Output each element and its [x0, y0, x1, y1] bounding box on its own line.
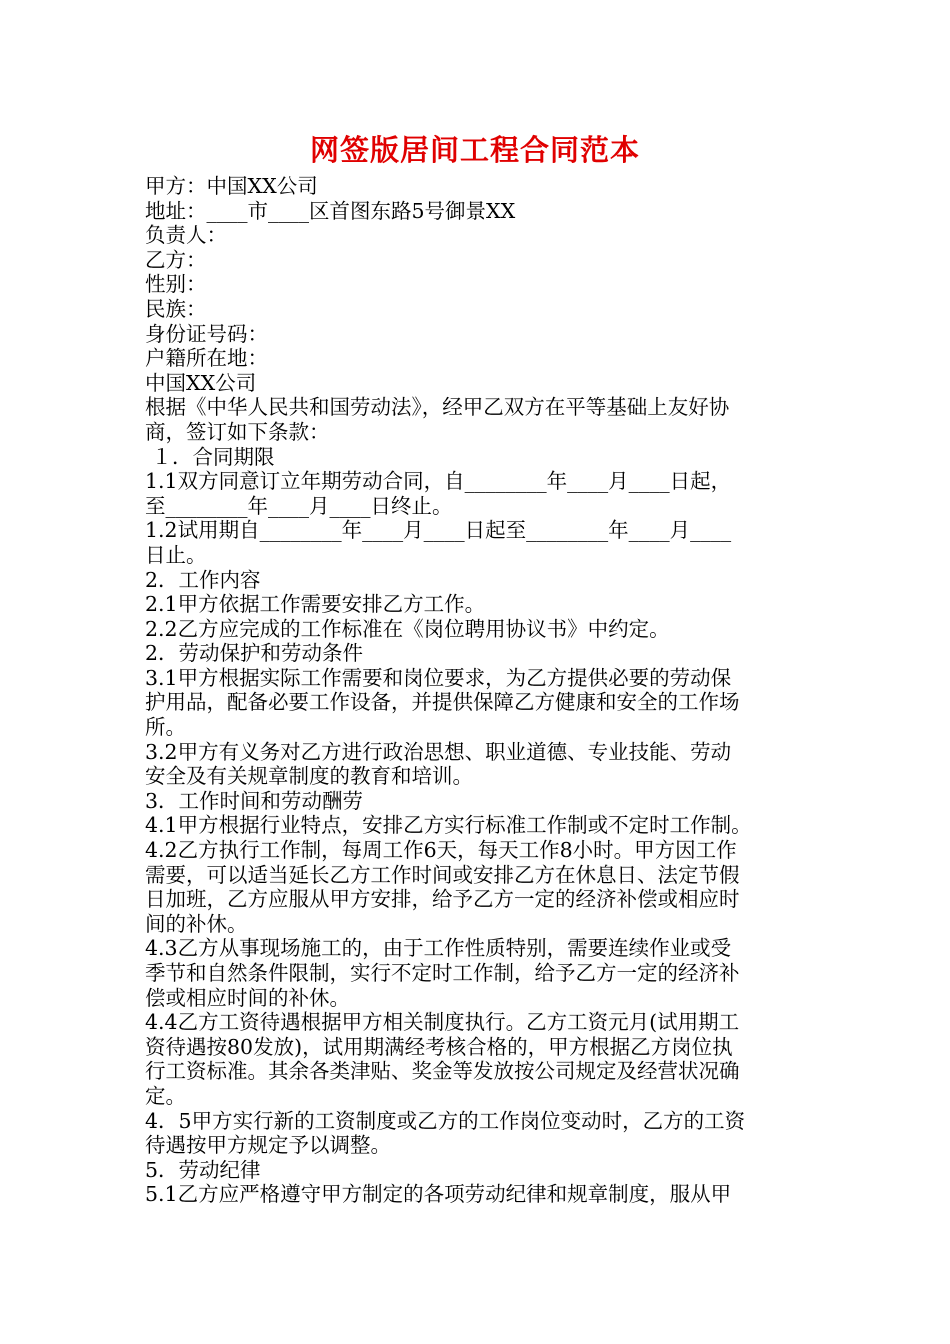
body-line: 4.1甲方根据行业特点，安排乙方实行标准工作制或不定时工作制。	[145, 813, 752, 838]
body-line: 季节和自然条件限制，实行不定时工作制，给予乙方一定的经济补	[145, 961, 740, 985]
body-line: 至________年____月____日终止。	[145, 493, 453, 518]
body-line: 4.2乙方执行工作制，每周工作6天，每天工作8小时。甲方因工作	[145, 838, 737, 863]
body-line: 负责人：	[145, 223, 227, 248]
body-line: 3．工作时间和劳动酬劳	[145, 788, 364, 813]
body-line: 待遇按甲方规定予以调整。	[145, 1133, 391, 1158]
body-line: 间的补休。	[145, 911, 248, 936]
body-line: 5.1乙方应严格遵守甲方制定的各项劳动纪律和规章制度，服从甲	[145, 1182, 732, 1207]
body-line: 行工资标准。其余各类津贴、奖金等发放按公司规定及经营状况确	[145, 1059, 740, 1084]
body-line: 身份证号码：	[145, 321, 268, 346]
body-line: 日止。	[145, 542, 207, 567]
document-body	[145, 174, 815, 1207]
body-line: 3.1甲方根据实际工作需要和岗位要求，为乙方提供必要的劳动保	[145, 665, 732, 690]
body-line: 4.3乙方从事现场施工的，由于工作性质特别，需要连续作业或受	[145, 936, 732, 961]
body-line: 2．劳动保护和劳动条件	[145, 641, 364, 666]
body-line: 4.4乙方工资待遇根据甲方相关制度执行。乙方工资元月(试用期工	[145, 1010, 740, 1035]
body-line: 1.1双方同意订立年期劳动合同，自________年____月____日起，	[145, 469, 732, 494]
body-line: 偿或相应时间的补休。	[145, 985, 350, 1010]
body-line: 安全及有关规章制度的教育和培训。	[145, 764, 473, 789]
body-line: 护用品，配备必要工作设备，并提供保障乙方健康和安全的工作场	[145, 690, 740, 715]
body-line: 乙方：	[145, 247, 207, 272]
body-line: 商，签订如下条款：	[145, 419, 330, 444]
body-line: 甲方：中国XX公司	[145, 174, 318, 198]
body-line: 1.2试用期自________年____月____日起至________年____月____	[145, 518, 732, 543]
body-line: 民族：	[145, 296, 207, 321]
body-line: 2.2乙方应完成的工作标准在《岗位聘用协议书》中约定。	[145, 616, 670, 641]
body-line: 3.2甲方有义务对乙方进行政治思想、职业道德、专业技能、劳动	[145, 739, 732, 764]
body-line: 中国XX公司	[145, 370, 257, 395]
body-line: 性别：	[145, 272, 207, 297]
body-line: 2.1甲方依据工作需要安排乙方工作。	[145, 592, 486, 617]
body-line: 5．劳动纪律	[145, 1157, 261, 1182]
body-line: 4．5甲方实行新的工资制度或乙方的工作岗位变动时，乙方的工资	[145, 1108, 746, 1133]
body-line: 定。	[145, 1083, 186, 1108]
body-line: 需要，可以适当延长乙方工作时间或安排乙方在休息日、法定节假	[145, 862, 740, 887]
body-line: 资待遇按80发放)，试用期满经考核合格的，甲方根据乙方岗位执	[145, 1034, 733, 1059]
document-title: 网签版居间工程合同范本	[309, 133, 640, 167]
body-line: 日加班，乙方应服从甲方安排，给予乙方一定的经济补偿或相应时	[145, 887, 740, 912]
body-line: 所。	[145, 715, 186, 740]
body-line: 户籍所在地：	[145, 346, 268, 371]
body-line: １．合同期限	[145, 444, 275, 469]
body-line: 2．工作内容	[145, 567, 261, 592]
body-line: 地址：____市____区首图东路5号御景XX	[145, 198, 516, 223]
body-line: 根据《中华人民共和国劳动法》，经甲乙双方在平等基础上友好协	[145, 395, 730, 420]
